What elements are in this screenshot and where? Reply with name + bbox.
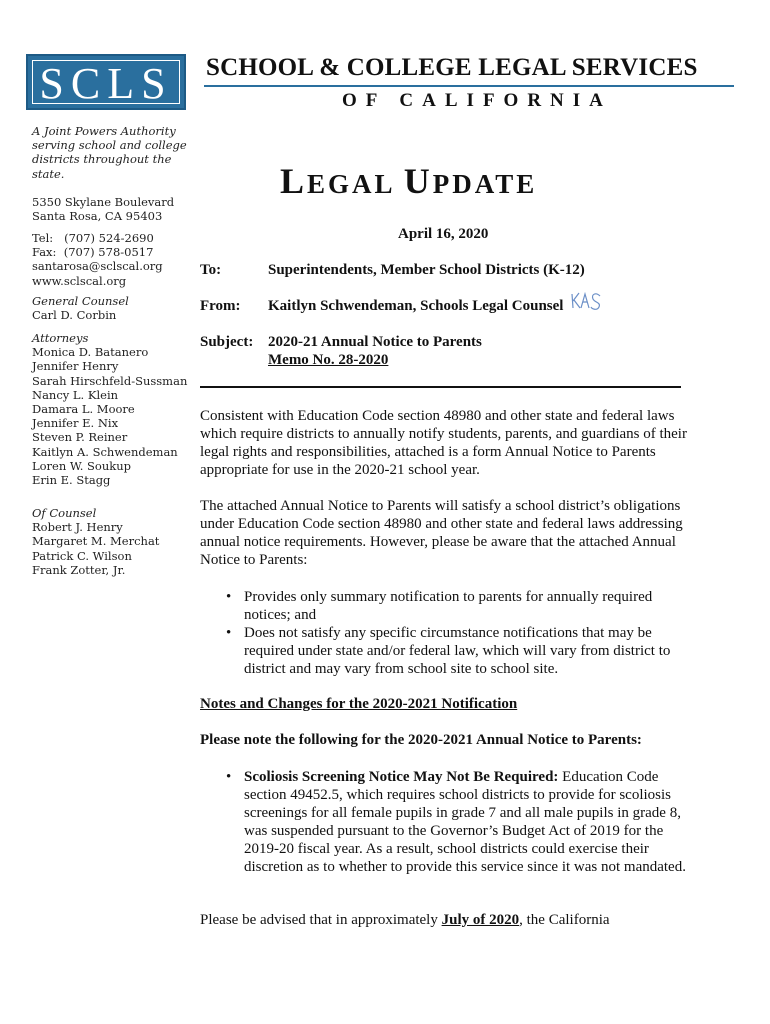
scoliosis-title: Scoliosis Screening Notice May Not Be Required: [244,769,559,785]
list-item: • Provides only summary notification to parents for annually required notices; and [226,589,653,623]
memo-divider [200,386,681,388]
phone: Tel: (707) 524-2690 [32,231,154,245]
sidebar-address [32,195,174,223]
notice-bullet-list [226,588,696,678]
tagline-line: districts throughout the [32,152,172,167]
advised-date: July of 2020 [441,912,520,928]
body-paragraph-2: The attached Annual Notice to Parents will satisfy a school district’s obligations under Education Code section 48980 and other state and federal laws addressing annual notice requirements. However, please be aware that the attached Annual Notice to Parents: [200,498,683,568]
to-value: Superintendents, Member School Districts (K-12) [268,262,585,278]
attorney-name: Jennifer Henry [32,359,119,374]
attorney-name: Steven P. Reiner [32,430,128,445]
attorney-name: Jennifer E. Nix [32,416,119,431]
sidebar-attorneys [32,331,187,487]
header-divider [204,85,734,87]
scls-logo [26,54,186,110]
website-link[interactable]: www.sclscal.org [32,273,127,288]
attorney-name: Nancy L. Klein [32,387,119,402]
org-subtitle: OF CALIFORNIA [342,90,612,111]
attorneys-label: Attorneys [32,331,89,345]
of-counsel-label: Of Counsel [32,506,97,520]
of-counsel-name: Robert J. Henry [32,520,123,535]
email-link[interactable]: santarosa@sclscal.org [32,259,163,274]
general-counsel-name: Carl D. Corbin [32,308,117,323]
scoliosis-text: Education Code section 49452.5, which requires school districts to provide for scoliosis screenings for all female pupils in grade 7 and all male pupils in grade 8, was suspended pursuant to the Governor’s Budget Act of 2019 for the 2019-20 fiscal year. As a result, school districts could exercise their discretion as to whether to provide this service since it was not mandated. [244,769,686,875]
logo-text: SCLS [32,60,180,104]
address-line: 5350 Skylane Boulevard [32,195,175,209]
attorney-name: Monica D. Batanero [32,345,149,360]
tagline-line: state. [32,166,65,181]
notes-heading: Notes and Changes for the 2020-2021 Notification [200,696,518,712]
of-counsel-name: Margaret M. Merchat [32,534,160,549]
attorney-name: Damara L. Moore [32,402,135,417]
org-name: SCHOOL & COLLEGE LEGAL SERVICES [206,54,698,81]
from-label: From: [200,298,241,314]
initials-signature-icon [570,290,604,312]
tagline-line: A Joint Powers Authority [32,124,176,138]
attorney-name: Loren W. Soukup [32,458,131,473]
attorney-name: Erin E. Stagg [32,473,111,488]
of-counsel-name: Frank Zotter, Jr. [32,562,126,577]
from-value: Kaitlyn Schwendeman, Schools Legal Counsel [268,298,564,314]
sidebar-of-counsel [32,506,159,577]
attorney-name: Sarah Hirschfeld-Sussman [32,373,188,388]
of-counsel-name: Patrick C. Wilson [32,548,132,563]
page-title: LEGAL UPDATE [280,161,538,201]
advised-paragraph: Please be advised that in approximately July of 2020, the California [200,912,610,928]
scoliosis-bullet-list [226,768,696,876]
sidebar-tagline [32,124,187,181]
body-paragraph-1: Consistent with Education Code section 48980 and other state and federal laws which require districts to annually notify students, parents, and guardians of their legal rights and responsibilities, attached is a form Annual Notice to Parents appropriate for use in the 2020-21 school year. [200,408,687,478]
sidebar-contact [32,231,163,288]
address-line: Santa Rosa, CA 95403 [32,209,163,224]
list-item: • Does not satisfy any specific circumstance notifications that may be required under state and/or federal law, which will vary from district to district and may vary from school site to school site. [226,625,671,677]
subject-value: 2020-21 Annual Notice to Parents [268,334,482,350]
attorney-name: Kaitlyn A. Schwendeman [32,444,178,459]
to-label: To: [200,262,222,278]
memo-date: April 16, 2020 [398,226,489,242]
subject-label: Subject: [200,334,254,350]
general-counsel-label: General Counsel [32,294,129,308]
please-note-heading: Please note the following for the 2020-2021 Annual Notice to Parents: [200,732,642,748]
fax: Fax: (707) 578-0517 [32,245,154,260]
tagline-line: serving school and college [32,138,187,153]
memo-number: Memo No. 28-2020 [268,352,389,368]
list-item: • Scoliosis Screening Notice May Not Be Required: Education Code section 49452.5, which requires school districts to provide for scoliosis screenings for all female pupils in grade 7 and all male pupils in grade 8, was suspended pursuant to the Governor’s Budget Act of 2019 for the 2019-20 fiscal year. As a result, school districts could exercise their discretion as to whether to provide this service since it was not mandated. [226,769,686,875]
sidebar-general-counsel [32,294,129,322]
